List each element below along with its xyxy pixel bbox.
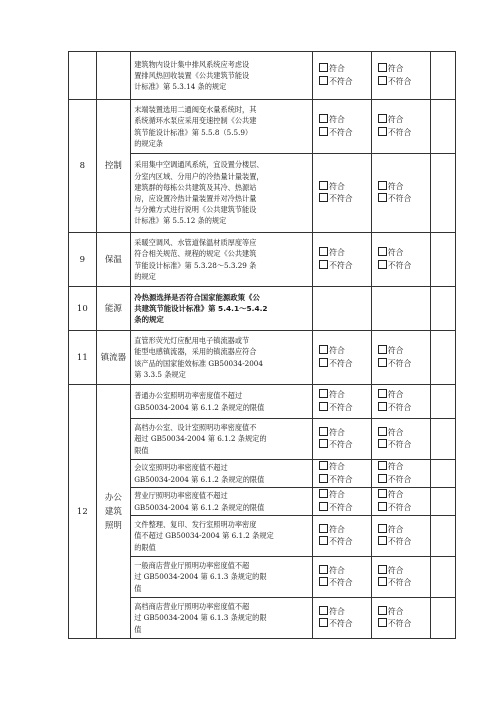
remarks-cell (430, 52, 455, 100)
requirement-text: 一般商店营业厅照明功率密度值不超 过 GB50034-2004 第 6.1.3 条规定的限 值 (131, 557, 313, 598)
checkbox[interactable] (378, 489, 387, 498)
checkbox[interactable] (319, 260, 328, 269)
review-check-cell (371, 331, 430, 385)
checkbox[interactable] (378, 181, 387, 190)
review-check-cell (371, 52, 430, 100)
review-check-cell (371, 287, 430, 331)
fail-option[interactable]: 不符合 (319, 502, 371, 515)
requirement-text: 营业厅照明功率密度值不超过 GB50034-2004 第 6.1.2 条规定的限值 (131, 488, 313, 516)
requirement-text: 采用集中空调通风系统，宜设置分楼层、 分室内区域、分用户的冷热量计量装置， 建筑群的每栋公共建筑及其冷、热源站 房，应设置冷热计量装置并对冷热计量 与分摊方式进行说明《公共建筑节能设 计标准》第 5.5.12 条的规定 (131, 154, 313, 233)
remarks-cell (430, 488, 455, 516)
fail-option[interactable]: 不符合 (319, 260, 371, 273)
checkbox[interactable] (378, 193, 387, 202)
category-label: 镇流器 (96, 331, 131, 385)
design-check-cell (313, 52, 372, 100)
checkbox[interactable] (378, 524, 387, 533)
table-row (69, 100, 456, 154)
fail-option[interactable]: 不符合 (319, 439, 371, 452)
fail-option[interactable]: 不符合 (319, 474, 371, 487)
design-check-cell (313, 100, 372, 154)
checkbox[interactable] (319, 502, 328, 511)
design-check-cell (313, 287, 372, 331)
pass-option[interactable]: 符合 (319, 489, 371, 502)
requirement-text: 建筑物内设计集中排风系统应考虑设 置排风热回收装置《公共建筑节能设 计标准》第 5.3.14 条的规定 (131, 52, 313, 100)
table-row (69, 331, 456, 385)
pass-option[interactable]: 符合 (378, 345, 430, 358)
pass-option[interactable]: 符合 (378, 114, 430, 127)
pass-option[interactable]: 符合 (319, 181, 371, 194)
checkbox[interactable] (319, 536, 328, 545)
checkbox[interactable] (319, 618, 328, 627)
fail-option[interactable]: 不符合 (378, 577, 430, 590)
pass-option[interactable]: 符合 (319, 389, 371, 402)
remarks-cell (430, 419, 455, 460)
fail-option[interactable]: 不符合 (378, 127, 430, 140)
category-cell (96, 52, 131, 100)
checkbox[interactable] (378, 461, 387, 470)
remarks-cell (430, 385, 455, 419)
requirement-text: 会议室照明功率密度值不超过 GB50034-2004 第 6.1.2 条规定的限值 (131, 460, 313, 488)
fail-option[interactable]: 不符合 (319, 577, 371, 590)
fail-option[interactable]: 不符合 (319, 536, 371, 549)
checkbox[interactable] (319, 389, 328, 398)
category-label: 能源 (96, 287, 131, 331)
fail-option[interactable]: 不符合 (319, 618, 371, 631)
review-check-cell (371, 488, 430, 516)
pass-option[interactable]: 符合 (319, 565, 371, 578)
remarks-cell (430, 100, 455, 154)
checkbox[interactable] (319, 358, 328, 367)
category-label: 办公 建筑 照明 (96, 385, 131, 639)
fail-option[interactable]: 不符合 (378, 193, 430, 206)
checkbox[interactable] (319, 127, 328, 136)
checkbox[interactable] (378, 127, 387, 136)
item-number: 10 (69, 287, 97, 331)
fail-option[interactable]: 不符合 (378, 358, 430, 371)
checkbox[interactable] (378, 402, 387, 411)
checkbox[interactable] (378, 606, 387, 615)
requirement-text: 高档办公室、设计室照明功率密度值不 超过 GB50034-2004 第 6.1.2 条规定的 限值 (131, 419, 313, 460)
fail-option[interactable]: 不符合 (319, 76, 371, 89)
review-check-cell (371, 385, 430, 419)
fail-option[interactable]: 不符合 (319, 127, 371, 140)
fail-option[interactable]: 不符合 (378, 618, 430, 631)
checkbox[interactable] (319, 76, 328, 85)
requirement-text: 高档商店营业厅照明功率密度值不超 过 GB50034-2004 第 6.1.3 条规定的限 值 (131, 598, 313, 639)
checkbox[interactable] (319, 181, 328, 190)
pass-option[interactable]: 符合 (378, 427, 430, 440)
pass-option[interactable]: 符合 (319, 63, 371, 76)
design-check-cell (313, 385, 372, 419)
checklist-table (68, 51, 456, 639)
checkbox[interactable] (378, 345, 387, 354)
review-check-cell (371, 233, 430, 287)
remarks-cell (430, 233, 455, 287)
pass-option[interactable]: 符合 (378, 524, 430, 537)
table-row (69, 52, 456, 100)
checkbox[interactable] (319, 193, 328, 202)
remarks-cell (430, 516, 455, 557)
pass-option[interactable]: 符合 (319, 345, 371, 358)
fail-option[interactable]: 不符合 (319, 358, 371, 371)
review-check-cell (371, 460, 430, 488)
item-number: 8 (69, 100, 97, 233)
fail-option[interactable]: 不符合 (319, 193, 371, 206)
design-check-cell (313, 419, 372, 460)
checkbox[interactable] (319, 565, 328, 574)
design-check-cell (313, 460, 372, 488)
checkbox[interactable] (319, 474, 328, 483)
checkbox[interactable] (319, 524, 328, 533)
checkbox[interactable] (378, 358, 387, 367)
requirement-text: 普通办公室照明功率密度值不超过 GB50034-2004 第 6.1.2 条规定的限值 (131, 385, 313, 419)
checkbox[interactable] (378, 63, 387, 72)
requirement-text: 采暖空调风、水管道保温材质厚度等应 符合相关规范、规程的规定《公共建筑 节能设计标准》第 5.3.28～5.3.29 条 的规定 (131, 233, 313, 287)
review-check-cell (371, 100, 430, 154)
item-number: 12 (69, 385, 97, 639)
category-label: 保温 (96, 233, 131, 287)
table-row (69, 287, 456, 331)
checkbox[interactable] (319, 63, 328, 72)
requirement-text: 文件整理、复印、发行室照明功率密度 值不超过 GB50034-2004 第 6.1.2 条规定 的限值 (131, 516, 313, 557)
design-check-cell (313, 154, 372, 233)
checkbox[interactable] (378, 565, 387, 574)
pass-option[interactable]: 符合 (378, 181, 430, 194)
pass-option[interactable]: 符合 (378, 247, 430, 260)
review-check-cell (371, 516, 430, 557)
checkbox[interactable] (319, 489, 328, 498)
design-check-cell (313, 488, 372, 516)
fail-option[interactable]: 不符合 (378, 260, 430, 273)
fail-option[interactable]: 不符合 (378, 474, 430, 487)
design-check-cell (313, 598, 372, 639)
pass-option[interactable]: 符合 (319, 247, 371, 260)
review-check-cell (371, 419, 430, 460)
fail-option[interactable]: 不符合 (378, 76, 430, 89)
checkbox[interactable] (378, 260, 387, 269)
remarks-cell (430, 557, 455, 598)
item-number: 9 (69, 233, 97, 287)
checkbox[interactable] (319, 247, 328, 256)
pass-option[interactable]: 符合 (319, 427, 371, 440)
design-check-cell (313, 557, 372, 598)
review-check-cell (371, 557, 430, 598)
pass-option[interactable]: 符合 (378, 461, 430, 474)
checkbox[interactable] (378, 577, 387, 586)
checkbox[interactable] (319, 577, 328, 586)
category-label: 控制 (96, 100, 131, 233)
remarks-cell (430, 460, 455, 488)
pass-option[interactable]: 符合 (319, 524, 371, 537)
checkbox[interactable] (319, 427, 328, 436)
checkbox[interactable] (378, 247, 387, 256)
pass-option[interactable]: 符合 (378, 389, 430, 402)
pass-option[interactable]: 符合 (319, 114, 371, 127)
checkbox[interactable] (378, 76, 387, 85)
design-check-cell (313, 516, 372, 557)
pass-option[interactable]: 符合 (378, 565, 430, 578)
fail-option[interactable]: 不符合 (378, 402, 430, 415)
remarks-cell (430, 154, 455, 233)
pass-option[interactable]: 符合 (378, 63, 430, 76)
pass-option[interactable]: 符合 (319, 461, 371, 474)
review-check-cell (371, 154, 430, 233)
requirement-text: 冷热源选择是否符合国家能源政策《公 共建筑节能设计标准》第 5.4.1～5.4.2 条的规定 (131, 287, 313, 331)
checkbox[interactable] (319, 402, 328, 411)
design-check-cell (313, 331, 372, 385)
checkbox[interactable] (319, 439, 328, 448)
item-number: 11 (69, 331, 97, 385)
remarks-cell (430, 287, 455, 331)
checkbox[interactable] (378, 389, 387, 398)
requirement-text: 末端装置选用二通阀变水量系统时，其 系统循环水泵应采用变速控制《公共建 筑节能设计标准》第 5.5.8（5.5.9） 的规定条 (131, 100, 313, 154)
checkbox[interactable] (319, 345, 328, 354)
checkbox[interactable] (319, 461, 328, 470)
checkbox[interactable] (378, 439, 387, 448)
requirement-text: 直管形荧光灯应配用电子镇流器或节 能型电感镇流器，采用的镇流器应符合 该产品的国家能效标准 GB50034-2004 第 3.3.5 条规定 (131, 331, 313, 385)
checkbox[interactable] (378, 502, 387, 511)
fail-option[interactable]: 不符合 (378, 502, 430, 515)
review-check-cell (371, 598, 430, 639)
remarks-cell (430, 331, 455, 385)
fail-option[interactable]: 不符合 (378, 536, 430, 549)
pass-option[interactable]: 符合 (378, 489, 430, 502)
checkbox[interactable] (378, 114, 387, 123)
fail-option[interactable]: 不符合 (378, 439, 430, 452)
item-number-cell (69, 52, 97, 100)
checkbox[interactable] (378, 474, 387, 483)
pass-option[interactable]: 符合 (319, 606, 371, 619)
fail-option[interactable]: 不符合 (319, 402, 371, 415)
checkbox[interactable] (378, 427, 387, 436)
checkbox[interactable] (319, 606, 328, 615)
pass-option[interactable]: 符合 (378, 606, 430, 619)
checkbox[interactable] (378, 618, 387, 627)
table-row (69, 385, 456, 419)
table-row (69, 233, 456, 287)
remarks-cell (430, 598, 455, 639)
design-check-cell (313, 233, 372, 287)
checkbox[interactable] (319, 114, 328, 123)
checkbox[interactable] (378, 536, 387, 545)
